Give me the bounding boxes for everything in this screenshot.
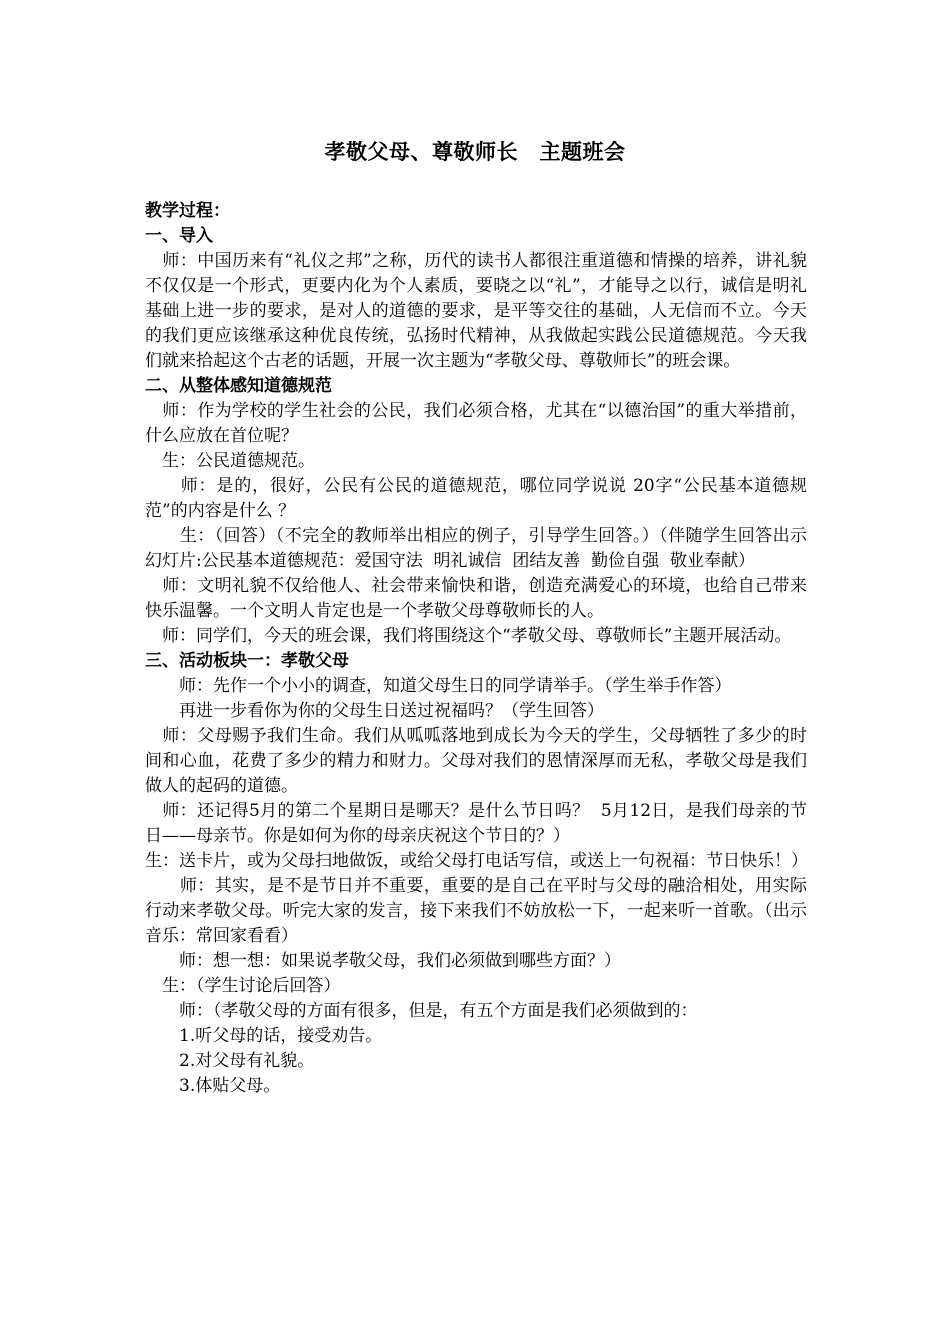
document-body [145, 199, 807, 1099]
paragraph: 师：先作一个小小的调查，知道父母生日的同学请举手。（学生举手作答） [145, 676, 732, 696]
section-heading: 一、导入 [145, 226, 213, 246]
list-item: 2.对父母有礼貌。 [145, 1051, 315, 1071]
paragraph: 师：父母赐予我们生命。我们从呱呱落地到成长为今天的学生，父母牺牲了多少的时间和心血，花费了多少的精力和财力。父母对我们的恩情深厚而无私，孝敬父母是我们做人的起码的道德。 [145, 726, 807, 796]
document-title: 孝敬父母、尊敬师长 主题班会 [324, 139, 626, 164]
paragraph: 师：是的，很好，公民有公民的道德规范，哪位同学说说 20字“公民基本道德规范”的内容是什么 ？ [145, 476, 807, 521]
section-heading: 二、从整体感知道德规范 [145, 376, 332, 396]
paragraph: 师：想一想：如果说孝敬父母，我们必须做到哪些方面？） [145, 951, 621, 971]
paragraph: 师：（孝敬父母的方面有很多，但是，有五个方面是我们必须做到的： [145, 1001, 698, 1021]
list-item: 1.听父母的话，接受劝告。 [145, 1026, 383, 1046]
list-item: 3.体贴父母。 [145, 1076, 281, 1096]
paragraph: 生：（学生讨论后回答） [145, 976, 341, 996]
paragraph: 师：还记得5月的第二个星期日是哪天？是什么节日吗？ 5月12日，是我们母亲的节日——母亲节。你是如何为你的母亲庆祝这个节日的？） [145, 801, 807, 846]
paragraph: 师：其实，是不是节日并不重要，重要的是自己在平时与父母的融洽相处，用实际行动来孝敬父母。听完大家的发言，接下来我们不妨放松一下，一起来听一首歌。（出示音乐：常回家看看） [145, 876, 807, 946]
paragraph: 再进一步看你为你的父母生日送过祝福吗？（学生回答） [145, 701, 604, 721]
paragraph: 生：送卡片，或为父母扫地做饭，或给父母打电话写信，或送上一句祝福：节日快乐！） [145, 851, 808, 871]
section-label: 教学过程： [145, 201, 230, 221]
paragraph: 师：同学们，今天的班会课，我们将围绕这个“孝敬父母、尊敬师长”主题开展活动。 [145, 626, 792, 646]
paragraph: 师：文明礼貌不仅给他人、社会带来愉快和谐，创造充满爱心的环境，也给自己带来快乐温馨。一个文明人肯定也是一个孝敬父母尊敬师长的人。 [145, 576, 807, 621]
paragraph: 师：作为学校的学生社会的公民，我们必须合格，尤其在“以德治国”的重大举措前，什么应放在首位呢？ [145, 401, 807, 446]
paragraph: 生：公民道德规范。 [145, 451, 315, 471]
paragraph: 师：中国历来有“礼仪之邦”之称，历代的读书人都很注重道德和情操的培养，讲礼貌不仅仅是一个形式，更要内化为个人素质，要晓之以“礼”，才能导之以行，诚信是明礼基础上进一步的要求，是对人的道德的要求，是平等交往的基础，人无信而不立。今天的我们更应该继承这种优良传统，弘扬时代精神，从我做起实践公民道德规范。今天我们就来拾起这个古老的话题，开展一次主题为“孝敬父母、尊敬师长”的班会课。 [145, 251, 807, 371]
paragraph: 生：（回答）（不完全的教师举出相应的例子，引导学生回答。）（伴随学生回答出示幻灯片:公民基本道德规范：爱国守法 明礼诚信 团结友善 勤俭自强 敬业奉献） [145, 526, 807, 571]
section-heading: 三、活动板块一：孝敬父母 [145, 651, 349, 671]
